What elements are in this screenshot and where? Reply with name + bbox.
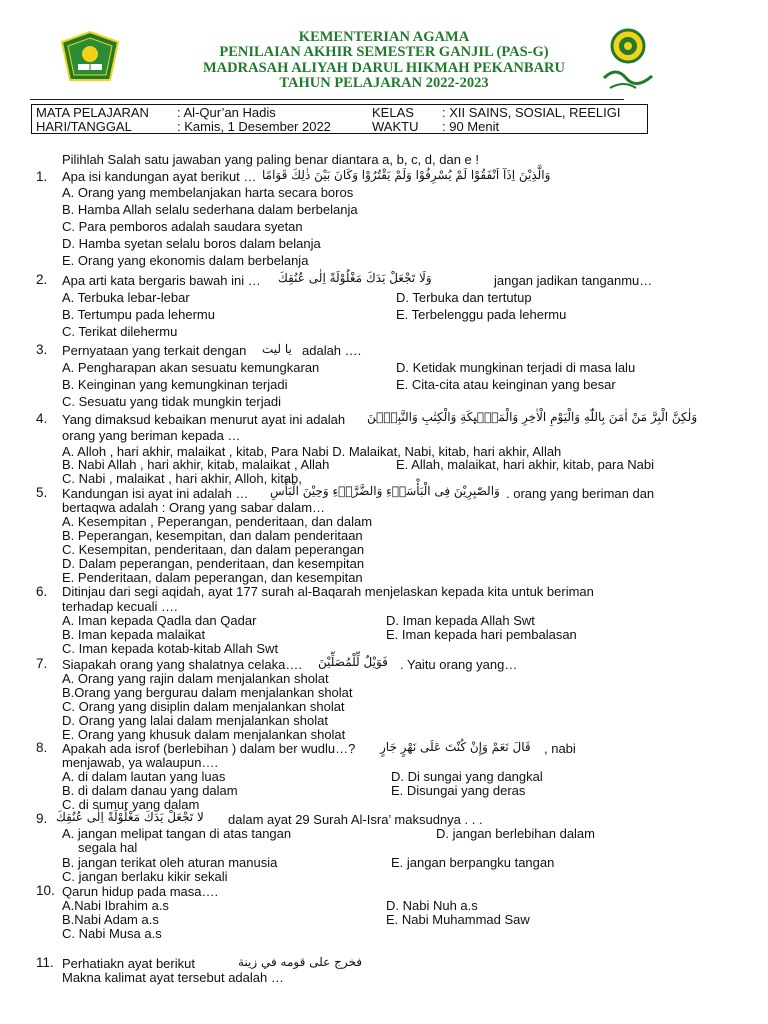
question-text: Apa arti kata bergaris bawah ini … — [62, 273, 261, 288]
option-b: B. di dalam danau yang dalam — [62, 783, 238, 798]
option-b: B. Iman kepada malaikat — [62, 627, 206, 642]
exam-name: PENILAIAN AKHIR SEMESTER GANJIL (PAS-G) — [219, 44, 549, 61]
question-text: Perhatiakn ayat berikut — [62, 956, 195, 971]
question-text: Ditinjau dari segi aqidah, ayat 177 surah al-Baqarah menjelaskan kepada kita untuk beriman — [62, 584, 594, 599]
option-d: D. Terbuka dan tertutup — [396, 290, 532, 305]
kelas-label: KELAS — [372, 105, 414, 120]
question-text: Pernyataan yang terkait dengan — [62, 343, 247, 358]
option-e: E. Nabi Muhammad Saw — [386, 912, 530, 927]
question-number: 2. — [36, 272, 48, 287]
question-text-line2: Makna kalimat ayat tersebut adalah … — [62, 970, 284, 985]
option-a: A. di dalam lautan yang luas — [62, 769, 226, 784]
question-text: Kandungan isi ayat ini adalah … — [62, 486, 249, 501]
arabic-verse: فَوَيْلٌ لِّلْمُصَلِّيْنَ — [318, 655, 388, 669]
option-b: B. Nabi Allah , hari akhir, kitab, malaikat , Allah — [62, 457, 330, 472]
question-number: 1. — [36, 169, 48, 184]
option-a: A.Nabi Ibrahim a.s — [62, 898, 169, 913]
option-c: C. Nabi Musa a.s — [62, 926, 162, 941]
question-number: 3. — [36, 342, 48, 357]
option-c: C. Terikat dilehermu — [62, 324, 178, 339]
option-e: E. Penderitaan, dalam peperangan, dan kesempitan — [62, 570, 363, 585]
header-title-block — [150, 30, 618, 92]
option-b: B. Hamba Allah selalu sederhana dalam berbelanja — [62, 202, 358, 217]
option-e: E. Iman kepada hari pembalasan — [386, 627, 577, 642]
option-d: D. Nabi Nuh a.s — [386, 898, 478, 913]
option-d: D. Iman kepada Allah Swt — [386, 613, 535, 628]
option-c: C. Orang yang disiplin dalam menjalankan sholat — [62, 699, 345, 714]
header-divider — [30, 99, 624, 100]
hari-label: HARI/TANGGAL — [36, 119, 132, 134]
option-e: E. Disungai yang deras — [391, 783, 526, 798]
question-text-after: . orang yang beriman dan — [506, 486, 655, 501]
option-d: D. Orang yang lalai dalam menjalankan sholat — [62, 713, 328, 728]
question-number: 5. — [36, 485, 48, 500]
question-text-after: adalah …. — [302, 343, 362, 358]
option-e: E. Orang yang ekonomis dalam berbelanja — [62, 253, 309, 268]
option-c: C. Kesempitan, penderitaan, dan dalam peperangan — [62, 542, 365, 557]
darul-hikmah-logo-icon — [596, 26, 660, 94]
option-c: C. Iman kepada kotab-kitab Allah Swt — [62, 641, 279, 656]
option-b: B.Orang yang bergurau dalam menjalankan sholat — [62, 685, 353, 700]
school-name: MADRASAH ALIYAH DARUL HIKMAH PEKANBARU — [203, 59, 565, 76]
waktu-value: : 90 Menit — [442, 119, 500, 134]
question-text: Qarun hidup pada masa…. — [62, 884, 219, 899]
question-text-line2: orang yang beriman kepada … — [62, 428, 241, 443]
option-d: D. Ketidak mungkinan terjadi di masa lalu — [396, 360, 636, 375]
question-number: 8. — [36, 740, 48, 755]
arabic-verse: وَلٰكِنَّ الْبِرَّ مَنْ اٰمَنَ بِاللّٰهِ وَالْيَوْمِ الْاٰخِرِ وَالْمَلٰۤىِٕكَةِ وَالْكِتٰبِ وَالنَّبِيّٖنَ — [367, 410, 698, 424]
question-number: 7. — [36, 656, 48, 671]
option-a: A. jangan melipat tangan di atas tangan — [62, 826, 292, 841]
mapel-label: MATA PELAJARAN — [36, 105, 149, 120]
option-b: B. Peperangan, kesempitan, dan dalam penderitaan — [62, 528, 363, 543]
option-e: E. jangan berpangku tangan — [391, 855, 555, 870]
question-text: Apa isi kandungan ayat berikut … — [62, 169, 257, 184]
hari-value: : Kamis, 1 Desember 2022 — [177, 119, 331, 134]
question-text-after: , nabi — [544, 741, 576, 756]
option-c: C. Sesuatu yang tidak mungkin terjadi — [62, 394, 281, 409]
option-e: E. Orang yang khusuk dalam menjalankan sholat — [62, 727, 346, 742]
arabic-verse: وَلَا تَجْعَلْ يَدَكَ مَغْلُوْلَةً اِلٰى عُنُقِكَ — [278, 271, 432, 285]
question-number: 4. — [36, 411, 48, 426]
option-b: B. jangan terikat oleh aturan manusia — [62, 855, 278, 870]
waktu-label: WAKTU — [372, 119, 419, 134]
question-text-line2: terhadap kecuali …. — [62, 599, 178, 614]
arabic-verse: قَالَ نَعَمْ وَإِنْ كُنْتَ عَلَى نَهْرٍ جَارٍ — [380, 740, 531, 754]
instruction: Pilihlah Salah satu jawaban yang paling benar diantara a, b, c, d, dan e ! — [62, 152, 480, 167]
option-d: D. Hamba syetan selalu boros dalam belanja — [62, 236, 321, 251]
option-d: D. jangan berlebihan dalam — [436, 826, 595, 841]
arabic-verse: يا ليت — [262, 342, 292, 356]
option-b: B. Keinginan yang kemungkinan terjadi — [62, 377, 288, 392]
option-a-cont: segala hal — [78, 840, 138, 855]
ministry-name: KEMENTERIAN AGAMA — [298, 29, 470, 45]
option-c: C. Nabi , malaikat , hari akhir, Alloh, kitab, — [62, 471, 302, 486]
mapel-value: : Al-Qur’an Hadis — [177, 105, 276, 120]
question-text: Apakah ada isrof (berlebihan ) dalam ber wudlu…? — [62, 741, 356, 756]
question-text-line2: bertaqwa adalah : Orang yang sabar dalam… — [62, 500, 326, 515]
option-e: E. Allah, malaikat, hari akhir, kitab, para Nabi — [396, 457, 654, 472]
option-c: C. Para pemboros adalah saudara syetan — [62, 219, 303, 234]
option-c: C. di sumur yang dalam — [62, 797, 200, 812]
option-c: C. jangan berlaku kikir sekali — [62, 869, 228, 884]
option-b: B.Nabi Adam a.s — [62, 912, 159, 927]
question-text-after: . Yaitu orang yang… — [400, 657, 518, 672]
option-a: A. Pengharapan akan sesuatu kemungkaran — [62, 360, 320, 375]
arabic-verse: وَالَّذِيْنَ اِذَآ اَنْفَقُوْا لَمْ يُسْرِفُوْا وَلَمْ يَقْتُرُوْا وَكَانَ بَيْنَ ذٰلِكَ قَوَامًا — [262, 168, 551, 182]
option-a: A. Terbuka lebar-lebar — [62, 290, 190, 305]
option-a: A. Kesempitan , Peperangan, penderitaan, dan dalam — [62, 514, 373, 529]
arabic-verse: فخرج على قومه في زينة — [238, 955, 362, 969]
school-year: TAHUN PELAJARAN 2022-2023 — [279, 75, 489, 92]
arabic-verse: لا تَجْعَلْ يَدَكَ مَغْلُوْلَةً اِلٰى عُنُقِكَ — [56, 810, 204, 824]
question-text: Siapakah orang yang shalatnya celaka…. — [62, 657, 302, 672]
question-number: 11. — [36, 955, 54, 970]
exam-info-table — [31, 104, 648, 134]
option-a: A. Iman kepada Qadla dan Qadar — [62, 613, 257, 628]
exam-header — [0, 0, 768, 100]
question-number: 9. — [36, 811, 48, 826]
option-a: A. Orang yang membelanjakan harta secara boros — [62, 185, 354, 200]
option-e: E. Cita-cita atau keinginan yang besar — [396, 377, 616, 392]
question-text-line2: menjawab, ya walaupun…. — [62, 755, 219, 770]
kemenag-emblem-icon — [60, 30, 120, 86]
option-a-d: A. Alloh , hari akhir, malaikat , kitab, Para Nabi D. Malaikat, Nabi, kitab, hari akhir, Allah — [62, 444, 562, 459]
option-a: A. Orang yang rajin dalam menjalankan sholat — [62, 671, 329, 686]
question-text-after: dalam ayat 29 Surah Al-Isra’ maksudnya . . . — [228, 812, 483, 827]
question-text: Yang dimaksud kebaikan menurut ayat ini adalah — [62, 412, 346, 427]
kelas-value: : XII SAINS, SOSIAL, REELIGI — [442, 105, 621, 120]
question-text-after: jangan jadikan tanganmu… — [494, 273, 653, 288]
option-d: D. Di sungai yang dangkal — [391, 769, 543, 784]
option-b: B. Tertumpu pada lehermu — [62, 307, 215, 322]
option-e: E. Terbelenggu pada lehermu — [396, 307, 567, 322]
arabic-verse: وَالصّٰبِرِيْنَ فِى الْبَأْسَاۤءِ وَالضَّرَّاۤءِ وَحِيْنَ الْبَأْسِ — [270, 484, 500, 498]
option-d: D. Dalam peperangan, penderitaan, dan kesempitan — [62, 556, 365, 571]
question-number: 6. — [36, 584, 48, 599]
question-number: 10. — [36, 883, 55, 898]
